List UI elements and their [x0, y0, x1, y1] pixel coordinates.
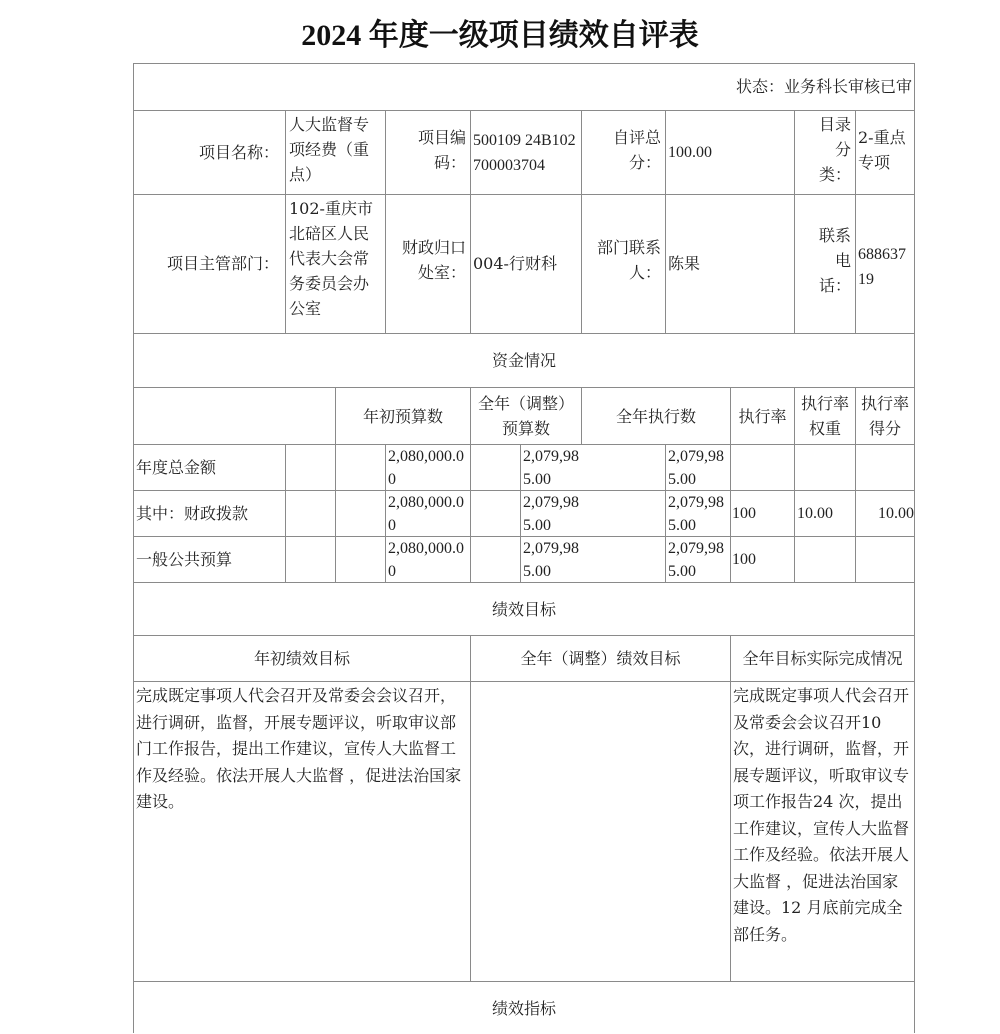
- project-name-label: 项目名称：: [198, 143, 279, 162]
- funds-header-rate: 执行率: [738, 406, 787, 426]
- funds-row-weight: 10.00: [797, 505, 833, 522]
- funds-row-label: 一般公共预算: [136, 550, 233, 569]
- phone-value: 68863719: [858, 246, 906, 288]
- finance-label: 财政归口处室：: [401, 238, 466, 282]
- page-title: 2024 年度一级项目绩效自评表: [301, 19, 699, 52]
- funds-row-adjusted: 2,079,985.00: [523, 540, 579, 580]
- funds-row-rate: 100: [732, 551, 756, 568]
- goals-adjusted-text: [473, 683, 728, 979]
- funds-section-title: 资金情况: [491, 351, 556, 370]
- status-text: 状态：业务科长审核已审: [735, 77, 912, 96]
- funds-row-score: 10.00: [878, 505, 914, 522]
- dept-value: 102-重庆市北碚区人民代表大会常务委员会办公室: [289, 199, 373, 318]
- catalog-label: 目录分类：: [818, 115, 851, 184]
- funds-row-initial: 2,080,000.00: [388, 494, 464, 534]
- funds-row-label: 其中：财政拨款: [136, 504, 249, 523]
- goals-header-initial: 年初绩效目标: [253, 649, 350, 668]
- goals-header-actual: 全年目标实际完成情况: [742, 649, 903, 668]
- self-score-label: 自评总分：: [612, 128, 661, 172]
- contact-label: 部门联系人：: [596, 238, 661, 282]
- evaluation-table: [133, 63, 915, 1033]
- goals-initial-text: 完成既定事项人代会召开及常委会会议召开，进行调研，监督，开展专题评议，听取审议部门工作报告，提出工作建议，宣传人大监督工作及经验。依法开展人大监督 ，促进法治国家建设。: [136, 686, 462, 811]
- funds-header-adjusted: 全年（调整）预算数: [477, 394, 574, 438]
- project-code-value: 500109 24B102700003704: [473, 132, 576, 174]
- project-name-value: 人大监督专项经费（重点）: [289, 115, 370, 184]
- goals-header-adjusted: 全年（调整）绩效目标: [520, 649, 681, 668]
- funds-row-adjusted: 2,079,985.00: [523, 494, 579, 534]
- catalog-value: 2-重点专项: [858, 128, 906, 172]
- funds-row-initial: 2,080,000.00: [388, 448, 464, 488]
- funds-header-executed: 全年执行数: [615, 406, 696, 426]
- phone-label: 联系电话：: [818, 226, 851, 295]
- goals-section-title: 绩效目标: [491, 599, 556, 619]
- dept-label: 项目主管部门：: [166, 254, 279, 273]
- funds-row-executed: 2,079,985.00: [668, 540, 724, 580]
- funds-row-rate: 100: [732, 505, 756, 522]
- funds-row-adjusted: 2,079,985.00: [523, 448, 579, 488]
- goals-actual-text: 完成既定事项人代会召开及常委会会议召开10 次，进行调研，监督，开展专题评议，听取审议专项工作报告24 次，提出工作建议，宣传人大监督工作及经验。依法开展人大监督 ，促进法治国家建设。12 月底前完成全部任务。: [733, 686, 910, 944]
- finance-value: 004-行财科: [473, 254, 557, 273]
- indicators-section-title: 绩效指标: [491, 998, 556, 1018]
- funds-row-executed: 2,079,985.00: [668, 448, 724, 488]
- funds-header-initial: 年初预算数: [362, 406, 443, 426]
- funds-row-initial: 2,080,000.00: [388, 540, 464, 580]
- funds-row-label: 年度总金额: [136, 458, 217, 477]
- project-code-label: 项目编码：: [417, 128, 466, 172]
- funds-row-executed: 2,079,985.00: [668, 494, 724, 534]
- funds-header-weight: 执行率权重: [800, 394, 849, 438]
- funds-header-score: 执行率得分: [860, 394, 909, 438]
- self-score-value: 100.00: [668, 144, 712, 161]
- contact-value: 陈果: [668, 254, 701, 273]
